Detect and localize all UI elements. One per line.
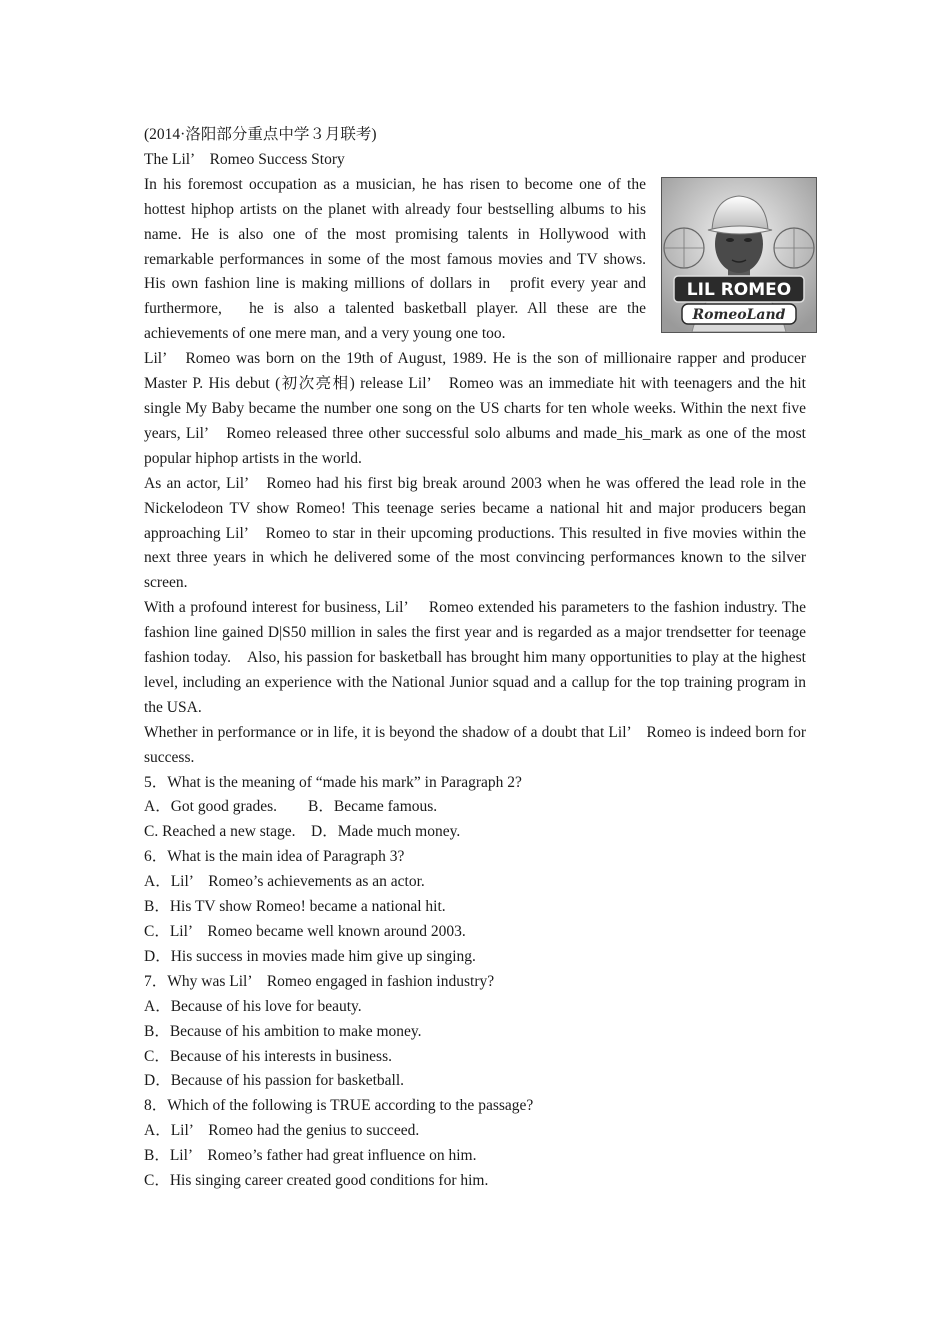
answer-option: C. Reached a new stage. D．Made much money. — [144, 823, 461, 841]
source-line: (2014·洛阳部分重点中学３月联考) — [144, 126, 377, 143]
paragraph-2: Lil’ Romeo was born on the 19th of August, 1989. He is the son of millionaire rapper and producer Master P. His debut (初次亮相) release Lil’ Romeo was an immediate hit with teenagers and the hit single My Baby became the number one song on the US charts for ten whole weeks. Within the next five years, Lil’ Romeo released three other successful solo albums and made_his_mark as one of the most popular hiphop artists in the world. — [144, 350, 806, 467]
answer-option: B．Lil’ Romeo’s father had great influence on him. — [144, 1147, 477, 1165]
document-page — [144, 123, 806, 1194]
question-8 — [144, 1094, 806, 1194]
question-stem: 5．What is the meaning of “made his mark” in Paragraph 2? — [144, 773, 522, 791]
answer-option: B．His TV show Romeo! became a national hit. — [144, 898, 446, 916]
answer-option: B．Because of his ambition to make money. — [144, 1022, 422, 1040]
answer-option: A．Because of his love for beauty. — [144, 997, 362, 1015]
answer-option: C．Lil’ Romeo became well known around 2003. — [144, 923, 466, 940]
answer-option: A．Got good grades. B．Became famous. — [144, 798, 438, 816]
passage-title: The Lil’ Romeo Success Story — [144, 150, 345, 168]
paragraph-1: In his foremost occupation as a musician, he has risen to become one of the hottest hiphop artists on the planet with already four bestselling albums to his name. He is also one of the most promising talents in Hollywood with remarkable performances in some of the most famous movies and TV shows. His own fashion line is making millions of dollars in profit every year and furthermore, he is also a talented basketball player. All these are the achievements of one mere man, and a very young one too. — [144, 175, 646, 343]
answer-option: D．His success in movies made him give up singing. — [144, 947, 476, 965]
album-cover-image — [661, 177, 817, 333]
question-stem: 7．Why was Lil’ Romeo engaged in fashion industry? — [144, 972, 495, 990]
paragraph-5: Whether in performance or in life, it is beyond the shadow of a doubt that Lil’ Romeo is indeed born for success. — [144, 723, 806, 766]
answer-option: C．Because of his interests in business. — [144, 1047, 392, 1065]
question-stem: 6．What is the main idea of Paragraph 3? — [144, 848, 405, 866]
question-6 — [144, 845, 806, 970]
logo-line-1: LIL ROMEO — [686, 279, 792, 300]
answer-option: D．Because of his passion for basketball. — [144, 1072, 404, 1090]
paragraph-4: With a profound interest for business, Lil’ Romeo extended his parameters to the fashion industry. The fashion line gained D|S50 million in sales the first year and is regarded as a major trendsetter for teenage fashion today. Also, his passion for basketball has brought him many opportunities to play at the highest level, including an experience with the National Junior squad and a callup for the top training program in the USA. — [144, 599, 806, 716]
answer-option: C．His singing career created good conditions for him. — [144, 1172, 489, 1190]
answer-option: A．Lil’ Romeo had the genius to succeed. — [144, 1122, 420, 1140]
first-paragraph-block — [144, 173, 806, 347]
paragraph-3: As an actor, Lil’ Romeo had his first big break around 2003 when he was offered the lead role in the Nickelodeon TV show Romeo! This teenage series became a national hit and major producers began approaching Lil’ Romeo to star in their upcoming productions. This resulted in five movies within the next three years in which he delivered some of the most convincing performances known to the silver screen. — [144, 474, 806, 592]
question-5 — [144, 771, 806, 846]
question-7 — [144, 970, 806, 1095]
question-stem: 8．Which of the following is TRUE according to the passage? — [144, 1097, 534, 1115]
logo-line-2: RomeoLand — [692, 306, 786, 323]
answer-option: A．Lil’ Romeo’s achievements as an actor. — [144, 873, 425, 891]
